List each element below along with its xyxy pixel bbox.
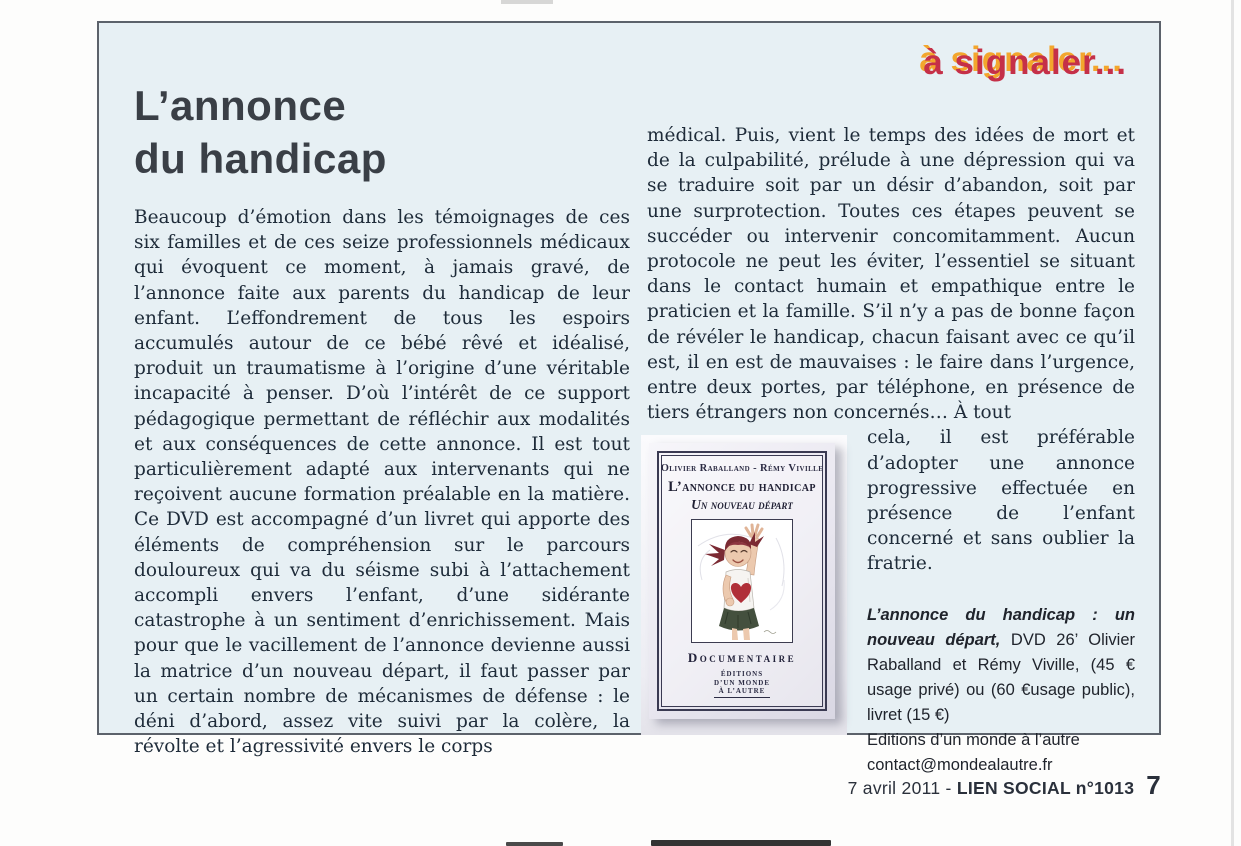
dvd-caption-head [867, 603, 1135, 728]
publisher-line: D’UN MONDE [713, 678, 771, 687]
article-title-line2: du handicap [134, 135, 387, 182]
article-title [134, 79, 387, 185]
girl-illustration [691, 519, 793, 643]
media-and-text-row [647, 425, 1135, 777]
scan-artifact [651, 840, 831, 846]
scan-artifact [501, 0, 553, 4]
right-column-paragraph: médical. Puis, vient le temps des idées de mort et de la culpabilité, prélude à une dépression qui va se traduire soit par un désir d’abandon, soit par une surprotection. Toutes ces étapes peuvent se succéder ou intervenir concomitamment. Aucun protocole ne peut les éviter, l’essentiel se situant dans le contact humain et empathique entre le praticien et la famille. S’il n’y a pas de bonne façon de révéler le handicap, chacun faisant avec ce qu’il est, il en est de mauvaises : le faire dans l’urgence, entre deux portes, par téléphone, en présence de tiers étrangers non concernés… À tout [647, 125, 1135, 424]
page-footer [848, 770, 1161, 801]
section-label: à signaler... [923, 43, 1127, 82]
scan-artifact [1231, 0, 1234, 846]
publisher-line: À L’AUTRE [714, 687, 770, 698]
article-box [97, 21, 1161, 774]
dvd-cover [649, 443, 835, 719]
dvd-caption-title: L’annonce du handicap : un nouveau départ, [867, 605, 1135, 649]
footer-magazine-name: LIEN SOCIAL n°1013 [956, 778, 1135, 798]
dvd-cover-photo [641, 435, 847, 735]
article-title-line1: L’annonce [134, 82, 347, 129]
right-column-wrap-paragraph: cela, il est préférable d’adopter une annonce progressive effectuée en présence de l’enfant concerné et sans oublier la fratrie. [867, 427, 1135, 575]
dvd-caption-details: DVD 26’ Olivier Raballand et Rémy Viville, (45 € usage privé) ou (60 €usage public), livret (15 €) [867, 630, 1135, 724]
article-right-column [647, 123, 1135, 778]
dvd-cover-frame-inner [661, 455, 823, 707]
footer-page-number: 7 [1146, 770, 1161, 800]
footer-date: 7 avril 2011 - [847, 778, 957, 798]
article-left-column: Beaucoup d’émotion dans les témoignages de ces six familles et de ces seize professionnels médicaux qui évoquent ce moment, à jamais gravé, de l’annonce faite aux parents du handicap de leur enfant. L’effondrement de tous les espoirs accumulés autour de ce bébé rêvé et idéalisé, produit un traumatisme à l’origine d’une véritable incapacité à penser. D’où l’intérêt de ce support pédagogique permettant de réfléchir aux modalités et aux conséquences de cette annonce. Il est tout particulièrement adapté aux intervenants qui ne reçoivent aucune formation préalable en la matière. Ce DVD est accompagné d’un livret qui apporte des éléments de compréhension sur le parcours douloureux qui va du séisme subi à l’attachement accompli envers l’enfant, d’une sidérante catastrophe à un sentiment d’enrichissement. Mais pour que le vacillement de l’annonce devienne aussi la matrice d’un nouveau départ, il faut passer par un certain nombre de mécanismes de défense : le déni d’abord, assez vite suivi par la colère, la révolte et l’agressivité envers le corps [134, 207, 630, 758]
dvd-cover-genre: Documentaire [687, 650, 797, 666]
dvd-cover-authors: Olivier Raballand - Rémy Viville [660, 463, 824, 475]
dvd-cover-frame [657, 451, 827, 711]
dvd-caption-publisher: Editions d’un monde à l’autre [867, 730, 1080, 749]
scan-artifact [506, 842, 563, 846]
dvd-caption-contact: contact@mondealautre.fr [867, 755, 1053, 774]
wrap-text-column [867, 425, 1135, 777]
dvd-cover-title: L’annonce du handicap [668, 479, 816, 496]
dvd-caption [867, 603, 1135, 778]
dvd-cover-publisher-logo [714, 670, 770, 698]
dvd-cover-subtitle: Un nouveau départ [691, 497, 793, 513]
publisher-line: ÉDITIONS [720, 670, 764, 679]
